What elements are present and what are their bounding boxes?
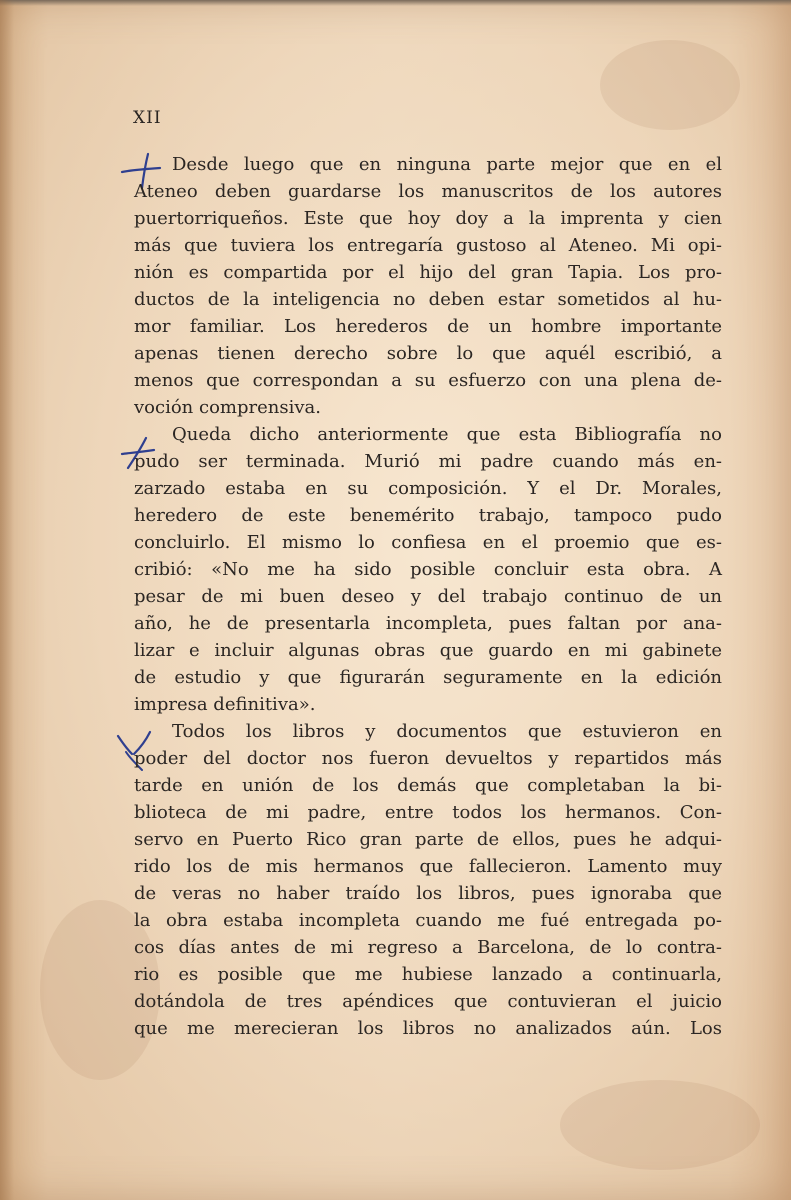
- text-line: dotándola de tres apéndices que contuvieran el juicio: [134, 991, 722, 1012]
- text-line: cribió: «No me ha sido posible concluir esta obra. A: [134, 559, 722, 580]
- text-line: de estudio y que figurarán seguramente en la edición: [134, 667, 722, 688]
- text-line: nión es compartida por el hijo del gran Tapia. Los pro-: [134, 262, 722, 283]
- paragraph: [134, 421, 722, 718]
- text-line: pesar de mi buen deseo y del trabajo continuo de un: [134, 586, 722, 607]
- page-top-edge-shadow: [0, 0, 791, 6]
- text-line: la obra estaba incompleta cuando me fué entregada po-: [134, 910, 722, 931]
- text-line: cos días antes de mi regreso a Barcelona, de lo contra-: [134, 937, 722, 958]
- text-line: rio es posible que me hubiese lanzado a continuarla,: [134, 964, 722, 985]
- text-line: lizar e incluir algunas obras que guardo en mi gabinete: [134, 640, 722, 661]
- text-line: de veras no haber traído los libros, pues ignoraba que: [134, 883, 722, 904]
- paper-stain: [560, 1080, 760, 1170]
- paragraph: [134, 151, 722, 421]
- text-line: rido los de mis hermanos que fallecieron. Lamento muy: [134, 856, 722, 877]
- text-line: menos que correspondan a su esfuerzo con una plena de-: [134, 370, 722, 391]
- text-line: Ateneo deben guardarse los manuscritos de los autores: [134, 181, 722, 202]
- text-line: año, he de presentarla incompleta, pues faltan por ana-: [134, 613, 722, 634]
- text-line: mor familiar. Los herederos de un hombre importante: [134, 316, 722, 337]
- paragraph: [134, 718, 722, 1042]
- text-line: ductos de la inteligencia no deben estar sometidos al hu-: [134, 289, 722, 310]
- body-text: [134, 151, 722, 1042]
- text-line: servo en Puerto Rico gran parte de ellos, pues he adqui-: [134, 829, 722, 850]
- text-line: que me merecieran los libros no analizados aún. Los: [134, 1018, 722, 1039]
- text-line: heredero de este benemérito trabajo, tampoco pudo: [134, 505, 722, 526]
- page-number: XII: [133, 108, 162, 128]
- text-line: voción comprensiva.: [134, 397, 321, 418]
- text-line: tarde en unión de los demás que completaban la bi-: [134, 775, 722, 796]
- text-line: más que tuviera los entregaría gustoso al Ateneo. Mi opi-: [134, 235, 722, 256]
- text-line: apenas tienen derecho sobre lo que aquél escribió, a: [134, 343, 722, 364]
- text-line: impresa definitiva».: [134, 694, 316, 715]
- text-line: concluirlo. El mismo lo confiesa en el proemio que es-: [134, 532, 722, 553]
- text-line: blioteca de mi padre, entre todos los hermanos. Con-: [134, 802, 722, 823]
- text-line: Queda dicho anteriormente que esta Bibliografía no: [172, 424, 722, 445]
- paper-stain: [600, 40, 740, 130]
- text-line: poder del doctor nos fueron devueltos y repartidos más: [134, 748, 722, 769]
- text-line: Todos los libros y documentos que estuvieron en: [172, 721, 722, 742]
- text-line: pudo ser terminada. Murió mi padre cuando más en-: [134, 451, 722, 472]
- page-left-edge-shadow: [0, 0, 14, 1200]
- text-line: zarzado estaba en su composición. Y el Dr. Morales,: [134, 478, 722, 499]
- text-line: puertorriqueños. Este que hoy doy a la imprenta y cien: [134, 208, 722, 229]
- text-line: Desde luego que en ninguna parte mejor que en el: [172, 154, 722, 175]
